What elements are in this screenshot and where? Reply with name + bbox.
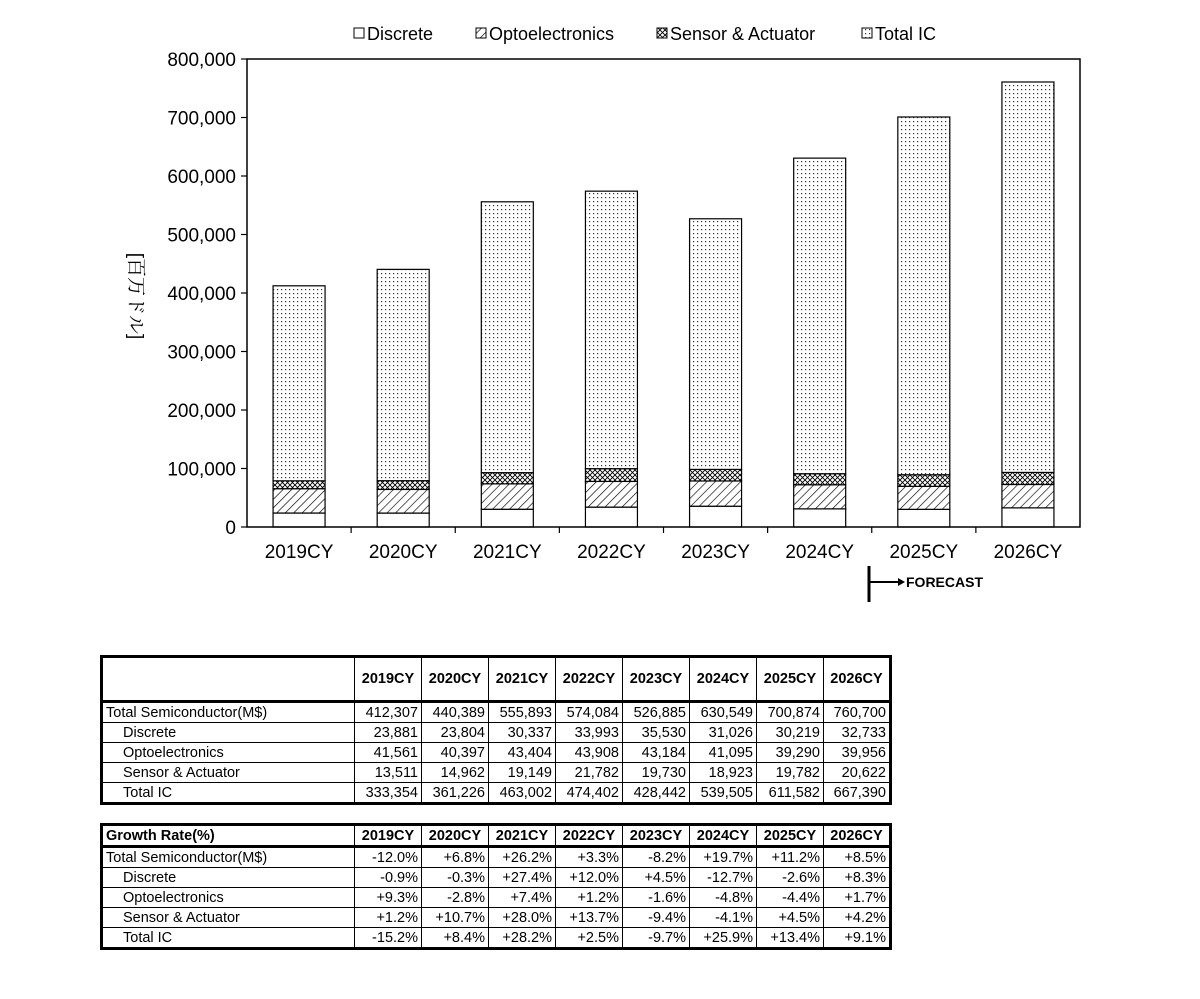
bar-segment-sensor-actuator-2020cy <box>377 481 429 490</box>
bar-segment-sensor-actuator-2021cy <box>481 473 533 484</box>
row-label: Discrete <box>102 868 355 888</box>
bar-segment-optoelectronics-2024cy <box>794 485 846 509</box>
forecast-label: FORECAST <box>906 574 983 590</box>
bar-segment-total-ic-2019cy <box>273 286 325 481</box>
legend-entry: Optoelectronics <box>489 24 615 44</box>
table-cell: 21,782 <box>556 763 623 783</box>
table-header-cell: Growth Rate(%) <box>102 825 355 847</box>
table-cell: -0.9% <box>355 868 422 888</box>
bar-segment-discrete-2023cy <box>690 506 742 527</box>
table-header-cell: 2025CY <box>757 825 824 847</box>
table-cell: -0.3% <box>422 868 489 888</box>
table-cell: 19,149 <box>489 763 556 783</box>
x-tick-label: 2019CY <box>264 542 334 563</box>
table-cell: +4.5% <box>623 868 690 888</box>
table-cell: 33,993 <box>556 723 623 743</box>
legend-swatch <box>476 28 486 38</box>
table-cell: +26.2% <box>489 847 556 868</box>
table-cell: +9.1% <box>824 928 891 949</box>
y-tick-label: 800,000 <box>167 50 236 71</box>
table-cell: 412,307 <box>355 702 422 723</box>
row-label: Total IC <box>102 928 355 949</box>
y-tick-label: 100,000 <box>167 459 236 481</box>
table-cell: -2.6% <box>757 868 824 888</box>
table-cell: +7.4% <box>489 888 556 908</box>
legend-swatch <box>862 28 872 38</box>
table-header-cell: 2021CY <box>489 825 556 847</box>
table-row <box>102 783 891 804</box>
table-cell: -4.1% <box>690 908 757 928</box>
table-cell: 463,002 <box>489 783 556 804</box>
table-cell: 574,084 <box>556 702 623 723</box>
table-cell: -15.2% <box>355 928 422 949</box>
bar-segment-optoelectronics-2022cy <box>585 481 637 507</box>
table-cell: +8.4% <box>422 928 489 949</box>
table-header-row <box>102 657 891 702</box>
bar-segment-optoelectronics-2025cy <box>898 486 950 509</box>
table-cell: 19,730 <box>623 763 690 783</box>
bar-segment-sensor-actuator-2019cy <box>273 481 325 489</box>
bar-segment-discrete-2020cy <box>377 513 429 527</box>
table-header-cell: 2021CY <box>489 657 556 702</box>
table-row <box>102 847 891 868</box>
table-cell: +13.4% <box>757 928 824 949</box>
table-header-row <box>102 825 891 847</box>
table-cell: 760,700 <box>824 702 891 723</box>
row-label: Total Semiconductor(M$) <box>102 847 355 868</box>
table-header-cell: 2025CY <box>757 657 824 702</box>
table-cell: +28.2% <box>489 928 556 949</box>
bar-segment-discrete-2025cy <box>898 509 950 527</box>
table-cell: 43,404 <box>489 743 556 763</box>
table-cell: 43,908 <box>556 743 623 763</box>
table-cell: 23,804 <box>422 723 489 743</box>
table-header-cell: 2023CY <box>623 657 690 702</box>
table-row <box>102 723 891 743</box>
table-cell: 40,397 <box>422 743 489 763</box>
table-cell: 23,881 <box>355 723 422 743</box>
row-label: Total Semiconductor(M$) <box>102 702 355 723</box>
sales-table <box>100 655 892 805</box>
y-tick-label: 300,000 <box>167 342 236 364</box>
table-cell: 19,782 <box>757 763 824 783</box>
table-cell: 333,354 <box>355 783 422 804</box>
table-cell: -12.7% <box>690 868 757 888</box>
legend-swatch <box>354 28 364 38</box>
bar-segment-optoelectronics-2023cy <box>690 481 742 506</box>
table-cell: +2.5% <box>556 928 623 949</box>
table-cell: 39,956 <box>824 743 891 763</box>
table-cell: +11.2% <box>757 847 824 868</box>
table-cell: 18,923 <box>690 763 757 783</box>
table-cell: +8.5% <box>824 847 891 868</box>
table-header-cell: 2019CY <box>355 657 422 702</box>
table-header-cell: 2020CY <box>422 825 489 847</box>
table-header-cell: 2020CY <box>422 657 489 702</box>
table-header-cell: 2026CY <box>824 825 891 847</box>
x-tick-label: 2026CY <box>993 542 1063 563</box>
bar-segment-total-ic-2026cy <box>1002 82 1054 472</box>
table-cell: 14,962 <box>422 763 489 783</box>
table-cell: 30,219 <box>757 723 824 743</box>
y-tick-label: 400,000 <box>167 284 236 305</box>
table-cell: 39,290 <box>757 743 824 763</box>
table-cell: +8.3% <box>824 868 891 888</box>
table-row <box>102 868 891 888</box>
legend-entry: Total IC <box>875 24 937 44</box>
y-tick-label: 0 <box>225 518 236 539</box>
bar-segment-sensor-actuator-2026cy <box>1002 472 1054 484</box>
row-label: Sensor & Actuator <box>102 908 355 928</box>
row-label: Total IC <box>102 783 355 804</box>
table-header-cell: 2024CY <box>690 825 757 847</box>
legend-entry: Discrete <box>367 24 434 44</box>
x-tick-label: 2025CY <box>889 542 959 563</box>
bar-segment-discrete-2019cy <box>273 513 325 527</box>
table-row <box>102 702 891 723</box>
table-cell: 630,549 <box>690 702 757 723</box>
row-label: Optoelectronics <box>102 888 355 908</box>
bar-segment-sensor-actuator-2023cy <box>690 469 742 481</box>
table-cell: 611,582 <box>757 783 824 804</box>
bar-segment-total-ic-2024cy <box>794 158 846 474</box>
table-cell: 43,184 <box>623 743 690 763</box>
table-cell: 41,095 <box>690 743 757 763</box>
bar-segment-optoelectronics-2019cy <box>273 489 325 513</box>
table-row <box>102 908 891 928</box>
bar-segment-optoelectronics-2026cy <box>1002 484 1054 507</box>
x-tick-label: 2023CY <box>681 542 750 563</box>
table-row <box>102 743 891 763</box>
table-cell: -12.0% <box>355 847 422 868</box>
table-cell: 526,885 <box>623 702 690 723</box>
table-cell: -1.6% <box>623 888 690 908</box>
table-cell: 35,530 <box>623 723 690 743</box>
table-header-cell: 2023CY <box>623 825 690 847</box>
table-cell: 440,389 <box>422 702 489 723</box>
bar-segment-discrete-2022cy <box>585 507 637 527</box>
table-cell: +6.8% <box>422 847 489 868</box>
table-cell: 32,733 <box>824 723 891 743</box>
table-cell: +9.3% <box>355 888 422 908</box>
table-cell: 667,390 <box>824 783 891 804</box>
bar-segment-sensor-actuator-2022cy <box>585 469 637 482</box>
table-cell: 41,561 <box>355 743 422 763</box>
y-tick-label: 700,000 <box>167 108 236 130</box>
table-header-cell: 2019CY <box>355 825 422 847</box>
y-axis <box>167 50 247 539</box>
table-cell: 428,442 <box>623 783 690 804</box>
table-cell: 555,893 <box>489 702 556 723</box>
x-tick-label: 2021CY <box>472 542 542 563</box>
table-cell: 474,402 <box>556 783 623 804</box>
x-tick-label: 2020CY <box>368 542 438 563</box>
table-cell: 31,026 <box>690 723 757 743</box>
bars <box>273 82 1054 527</box>
table-cell: +25.9% <box>690 928 757 949</box>
table-cell: 539,505 <box>690 783 757 804</box>
table-cell: -4.4% <box>757 888 824 908</box>
bar-segment-total-ic-2023cy <box>690 219 742 470</box>
table-cell: 13,511 <box>355 763 422 783</box>
bar-segment-total-ic-2020cy <box>377 269 429 480</box>
table-cell: -9.7% <box>623 928 690 949</box>
bar-segment-optoelectronics-2021cy <box>481 484 533 509</box>
table-row <box>102 888 891 908</box>
plot-area-frame <box>247 59 1080 527</box>
x-tick-label: 2022CY <box>577 542 646 563</box>
bar-segment-discrete-2026cy <box>1002 508 1054 527</box>
y-tick-label: 600,000 <box>167 167 236 188</box>
table-header-cell: 2022CY <box>556 657 623 702</box>
table-cell: -8.2% <box>623 847 690 868</box>
table-cell: +12.0% <box>556 868 623 888</box>
table-cell: +13.7% <box>556 908 623 928</box>
table-cell: +1.2% <box>355 908 422 928</box>
bar-segment-optoelectronics-2020cy <box>377 489 429 513</box>
forecast-marker <box>869 566 983 602</box>
table-cell: +28.0% <box>489 908 556 928</box>
bar-segment-total-ic-2021cy <box>481 202 533 473</box>
row-label: Optoelectronics <box>102 743 355 763</box>
table-cell: +4.2% <box>824 908 891 928</box>
table-cell: 700,874 <box>757 702 824 723</box>
table-header-cell: 2024CY <box>690 657 757 702</box>
bar-segment-total-ic-2025cy <box>898 117 950 475</box>
bar-segment-discrete-2024cy <box>794 509 846 527</box>
row-label: Discrete <box>102 723 355 743</box>
table-cell: -2.8% <box>422 888 489 908</box>
x-axis <box>265 527 1063 563</box>
y-tick-label: 200,000 <box>167 401 236 422</box>
table-cell: +19.7% <box>690 847 757 868</box>
y-axis-label: [百万ドル] <box>125 252 146 340</box>
table-cell: 30,337 <box>489 723 556 743</box>
legend-swatch <box>657 28 667 38</box>
growth-rate-table <box>100 823 892 950</box>
legend-entry: Sensor & Actuator <box>670 24 816 44</box>
y-tick-label: 500,000 <box>167 225 236 247</box>
row-label: Sensor & Actuator <box>102 763 355 783</box>
table-cell: +27.4% <box>489 868 556 888</box>
table-cell: -4.8% <box>690 888 757 908</box>
table-cell: +1.2% <box>556 888 623 908</box>
bar-segment-discrete-2021cy <box>481 509 533 527</box>
table-cell: +10.7% <box>422 908 489 928</box>
table-cell: -9.4% <box>623 908 690 928</box>
table-cell: +1.7% <box>824 888 891 908</box>
bar-segment-sensor-actuator-2024cy <box>794 474 846 485</box>
bar-segment-sensor-actuator-2025cy <box>898 475 950 487</box>
x-tick-label: 2024CY <box>785 542 855 563</box>
bar-segment-total-ic-2022cy <box>585 191 637 469</box>
table-row <box>102 763 891 783</box>
table-header-cell <box>102 657 355 702</box>
table-header-cell: 2026CY <box>824 657 891 702</box>
table-header-cell: 2022CY <box>556 825 623 847</box>
table-cell: +4.5% <box>757 908 824 928</box>
table-cell: +3.3% <box>556 847 623 868</box>
table-cell: 20,622 <box>824 763 891 783</box>
chart-legend <box>354 24 936 44</box>
table-cell: 361,226 <box>422 783 489 804</box>
table-row <box>102 928 891 949</box>
